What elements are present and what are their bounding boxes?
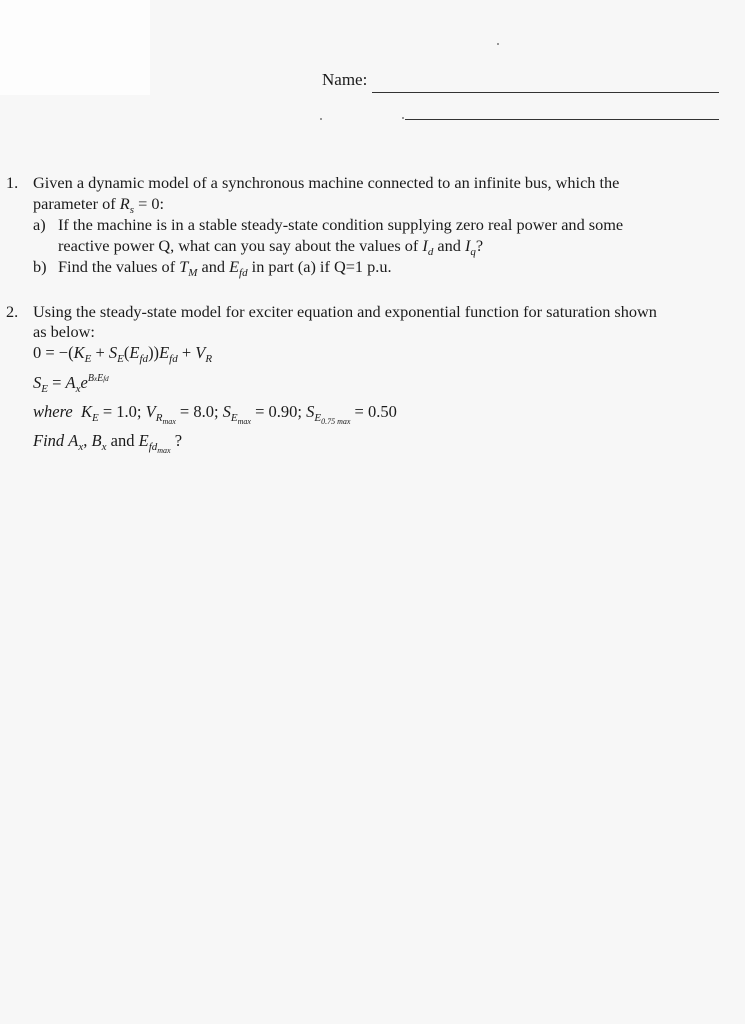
question-number: 1. [6, 173, 19, 192]
given-values: where $K_E = 1.0$; $V_{R_{max}} = 8.0$; $S_{E_{max}} = 0.90$; $S_{E_{0.75 max}} = 0.50$ [33, 402, 397, 426]
part-b-label: b) [33, 257, 47, 276]
part-a-label: a) [33, 215, 46, 234]
second-blank-line[interactable] [405, 119, 719, 120]
scan-speck [497, 43, 499, 45]
question-2-line-1: Using the steady-state model for exciter equation and exponential function for saturation shown [33, 302, 657, 321]
question-2-line-2: as below: [33, 322, 95, 341]
part-a-line-1: If the machine is in a stable steady-state condition supplying zero real power and some [58, 215, 624, 234]
scan-smudge [0, 0, 150, 95]
name-label: Name: [322, 70, 368, 89]
question-number: 2. [6, 302, 19, 321]
name-blank-line[interactable] [372, 92, 719, 93]
scan-speck [320, 118, 322, 120]
part-a-line-2: reactive power Q, what can you say about the values of $I_d$ and $I_q$? [58, 236, 484, 258]
question-1-line-1: Given a dynamic model of a synchronous machine connected to an infinite bus, which the [33, 173, 620, 192]
saturation-equation: $S_E = A_xe^{BxEfd}$ [33, 373, 109, 395]
question-1-line-2: parameter of $R_s = 0$: [33, 194, 165, 216]
find-statement: Find $A_x$, $B_x$ and $E_{fd_{max}}$ ? [33, 431, 183, 455]
exciter-equation: $0 = -(K_E + S_E(E_{fd}))E_{fd} + V_R$ [33, 343, 213, 365]
line-mark [402, 117, 404, 119]
part-b-line: Find the values of $T_M$ and $E_{fd}$ in part (a) if Q=1 p.u. [58, 257, 392, 279]
